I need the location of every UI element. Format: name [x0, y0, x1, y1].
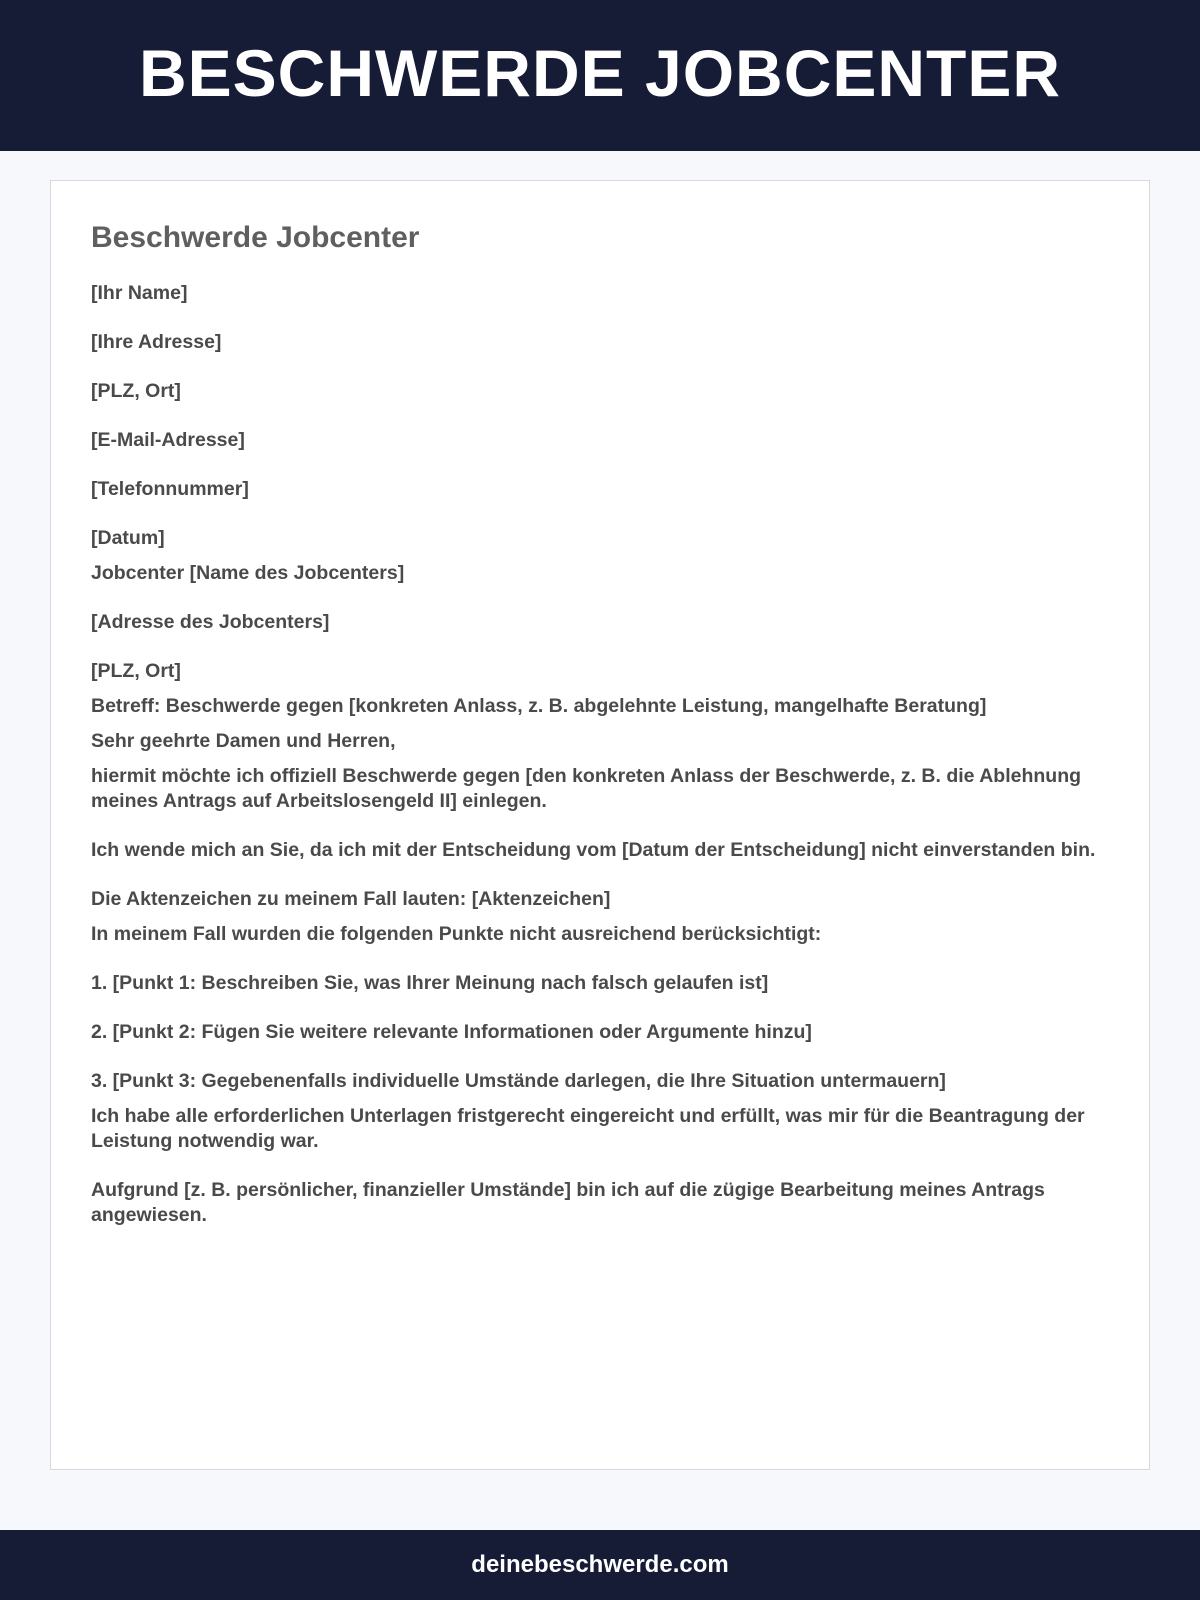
sender-address: [Ihre Adresse] [91, 331, 222, 353]
point-item: 1. [Punkt 1: Beschreiben Sie, was Ihrer Meinung nach falsch gelaufen ist] [91, 972, 769, 994]
page-header [0, 0, 1200, 151]
point-item: 2. [Punkt 2: Fügen Sie weitere relevante Informationen oder Argumente hinzu] [91, 1021, 812, 1043]
salutation-block [91, 729, 1109, 754]
letter-date: [Datum] [91, 527, 165, 549]
footer-site: deinebeschwerde.com [471, 1551, 729, 1578]
sender-email: [E-Mail-Adresse] [91, 429, 245, 451]
header-title: BESCHWERDE JOBCENTER [138, 35, 1062, 110]
points-block [91, 922, 1109, 1094]
sender-city: [PLZ, Ort] [91, 380, 181, 402]
intro-paragraph: Die Aktenzeichen zu meinem Fall lauten: [Aktenzeichen] [91, 888, 611, 910]
points-intro: In meinem Fall wurden die folgenden Punkte nicht ausreichend berücksichtigt: [91, 923, 822, 945]
intro-paragraph: hiermit möchte ich offiziell Beschwerde gegen [den konkreten Anlass der Beschwerde, z. B. die Ablehnung meines Antrags auf Arbeitslosengeld II] einlegen. [91, 765, 1082, 812]
intro-paragraph: Ich wende mich an Sie, da ich mit der Entscheidung vom [Datum der Entscheidung] nicht einverstanden bin. [91, 839, 1096, 861]
closing-paragraph: Ich habe alle erforderlichen Unterlagen fristgerecht eingereicht und erfüllt, was mir für die Beantragung der Leistung notwendig war. [91, 1105, 1085, 1152]
letter-card [50, 180, 1150, 1470]
recipient-block [91, 561, 1109, 684]
intro-block [91, 764, 1109, 912]
closing-paragraph: Aufgrund [z. B. persönlicher, finanzieller Umstände] bin ich auf die zügige Bearbeitung meines Antrags angewiesen. [91, 1179, 1045, 1226]
closing-block [91, 1104, 1109, 1228]
sender-block [91, 281, 1109, 551]
page-footer [0, 1530, 1200, 1600]
salutation: Sehr geehrte Damen und Herren, [91, 730, 396, 752]
recipient-name: Jobcenter [Name des Jobcenters] [91, 562, 405, 584]
recipient-address: [Adresse des Jobcenters] [91, 611, 330, 633]
recipient-city: [PLZ, Ort] [91, 660, 181, 682]
sender-name: [Ihr Name] [91, 282, 188, 304]
point-item: 3. [Punkt 3: Gegebenenfalls individuelle Umstände darlegen, die Ihre Situation untermauern] [91, 1070, 946, 1092]
subject-line: Betreff: Beschwerde gegen [konkreten Anlass, z. B. abgelehnte Leistung, mangelhafte Beratung] [91, 695, 987, 717]
sender-phone: [Telefonnummer] [91, 478, 249, 500]
document-title: Beschwerde Jobcenter [91, 221, 420, 254]
subject-block [91, 694, 1109, 719]
